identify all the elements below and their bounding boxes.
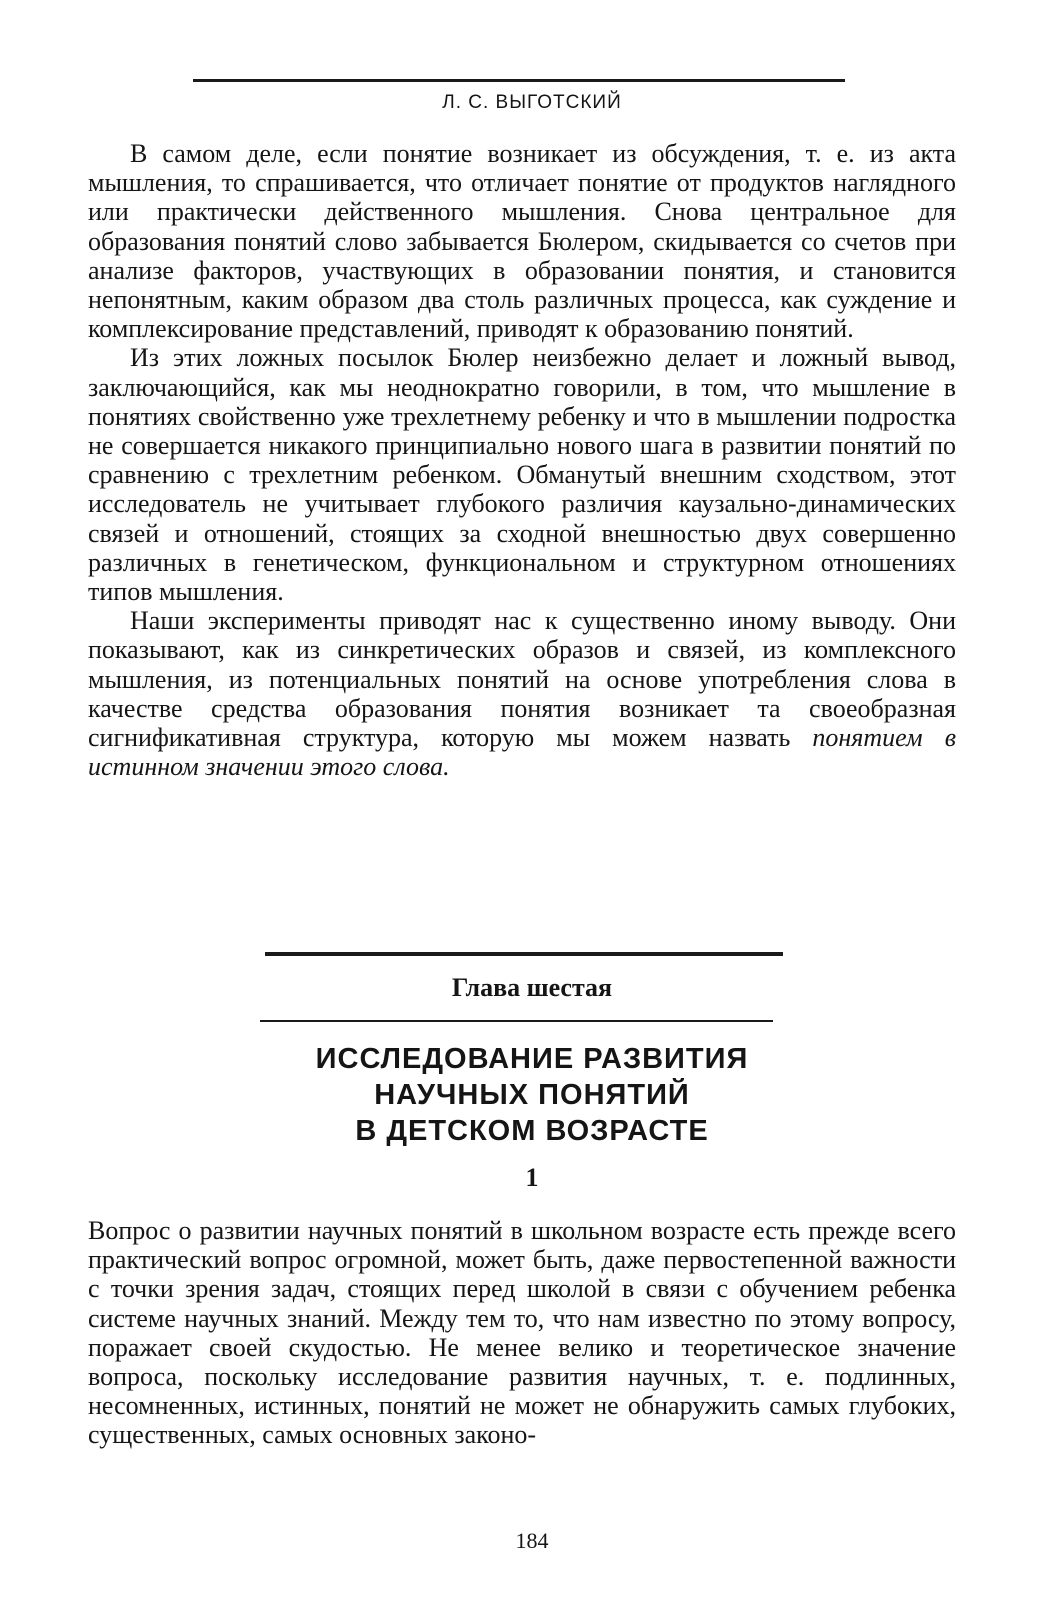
italic-emphasis: понятием в истинном значении этого слова. (88, 723, 956, 782)
chapter-title (0, 1041, 1064, 1149)
chapter-title-line: В ДЕТСКОМ ВОЗРАСТЕ (355, 1115, 709, 1147)
paragraph: В самом деле, если понятие возникает из обсуждения, т. е. из акта мышления, то спрашивается, что отличает понятие от продуктов наглядного или практически действенного мышления. Снова центральное для образования понятий слово забывается Бюлером, скидывается со счетов при анализе факторов, участвующих в образовании понятия, и становится непонятным, каким образом два столь различных процесса, как суждение и комплексирование представлений, приводят к образованию понятий. (88, 139, 956, 344)
running-head: Л. С. ВЫГОТСКИЙ (442, 92, 622, 113)
page-number: 184 (515, 1528, 549, 1553)
paragraph: Из этих ложных посылок Бюлер неизбежно делает и ложный вывод, заключающийся, как мы неоднократно говорили, в том, что мышление в понятиях свойственно уже трехлетнему ребенку и что в мышлении подростка не совершается никакого принципиально нового шага в развитии понятий по сравнению с трехлетним ребенком. Обманутый внешним сходством, этот исследователь не учитывает глубокого различия каузально-динамических связей и отношений, стоящих за сходной внешностью двух совершенно различных в генетическом, функциональном и структурном отношениях типов мышления. (88, 343, 956, 607)
chapter-title-line: НАУЧНЫХ ПОНЯТИЙ (374, 1079, 690, 1111)
chapter-title-line: ИССЛЕДОВАНИЕ РАЗВИТИЯ (315, 1043, 749, 1075)
body-text-bottom (88, 1216, 956, 1450)
chapter-rule-bottom (260, 1020, 773, 1022)
paragraph (88, 606, 956, 781)
chapter-label: Глава шестая (451, 973, 613, 1002)
section-number: 1 (525, 1163, 539, 1192)
paragraph: Вопрос о развитии научных понятий в школьном возрасте есть прежде всего практический вопрос огромной, может быть, даже первостепенной важности с точки зрения задач, стоящих перед школой в связи с обучением ребенка системе научных знаний. Между тем то, что нам известно по этому вопросу, поражает своей скудостью. Не менее велико и теоретическое значение вопроса, поскольку исследование развития научных, т. е. подлинных, несомненных, истинных, понятий не может не обнаружить самых глубоких, существенных, самых основных законо- (88, 1216, 956, 1450)
paragraph-text: Наши эксперименты приводят нас к существенно иному выводу. Они показывают, как из синкретических образов и связей, из комплексного мышления, из потенциальных понятий на основе употребления слова в качестве средства образования понятия возникает та своеобразная сигнификативная структура, которую мы можем назвать (88, 606, 956, 753)
body-text-top (88, 139, 956, 781)
chapter-rule-top (265, 952, 783, 956)
header-rule (193, 79, 845, 82)
